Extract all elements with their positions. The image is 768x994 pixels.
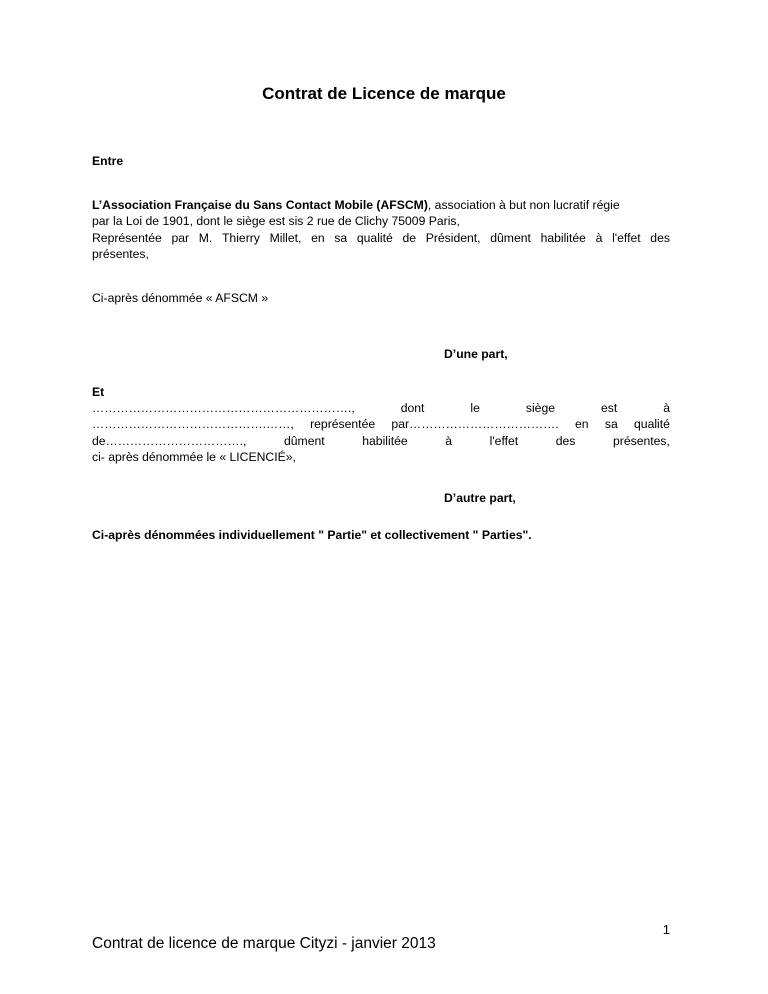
justified-word: Thierry xyxy=(221,230,260,245)
justified-word: sa xyxy=(334,230,348,245)
justified-word: des xyxy=(650,230,670,245)
justified-word: dûment xyxy=(284,433,325,448)
party1-line4: présentes, xyxy=(92,247,149,262)
parties-definition: Ci-après dénommées individuellement " Partie" et collectivement " Parties". xyxy=(92,528,532,542)
party2-line3 xyxy=(92,433,670,449)
justified-word: M. xyxy=(198,230,213,245)
page-number: 1 xyxy=(662,922,670,937)
justified-word: habilitée xyxy=(540,230,586,245)
justified-word: le xyxy=(470,401,480,415)
justified-word: des xyxy=(555,433,576,448)
first-part-label: D’une part, xyxy=(444,347,508,361)
justified-word: par………………………………. xyxy=(391,417,559,432)
justified-word: Président, xyxy=(425,230,481,245)
justified-word: qualité xyxy=(356,230,393,245)
justified-word: …………………………………….……, xyxy=(92,417,294,432)
party1-designation: Ci-après dénommée « AFSCM » xyxy=(92,291,269,305)
party2-line2 xyxy=(92,416,670,432)
party2-line4: ci- après dénommée le « LICENCIÉ», xyxy=(92,450,296,465)
party1-line3-text xyxy=(92,230,670,246)
justified-word: de……………………………., xyxy=(92,433,247,448)
justified-word: représentée xyxy=(310,417,376,432)
party1-block xyxy=(92,197,670,263)
party1-line1 xyxy=(92,197,670,213)
justified-word: présentes, xyxy=(613,433,670,448)
party1-line1-rest: , association à but non lucratif régie xyxy=(427,198,620,212)
justified-word: sa xyxy=(604,417,618,432)
justified-word: à xyxy=(445,433,453,448)
party2-block xyxy=(92,400,670,466)
party2-line1 xyxy=(92,400,670,416)
justified-word: qualité xyxy=(634,417,670,432)
document-title: Contrat de Licence de marque xyxy=(262,84,506,103)
between-label: Entre xyxy=(92,154,124,168)
justified-word: habilitée xyxy=(362,433,408,448)
justified-word: dûment xyxy=(490,230,531,245)
party1-line2: par la Loi de 1901, dont le siège est sis 2 rue de Clichy 75009 Paris, xyxy=(92,214,460,229)
justified-word: par xyxy=(171,230,190,245)
party1-name: L’Association Française du Sans Contact Mobile (AFSCM) xyxy=(92,198,428,212)
justified-word: de xyxy=(402,230,417,245)
justified-word: à xyxy=(663,401,670,415)
justified-word: siège xyxy=(525,401,555,415)
justified-word: ………………………………………………………., xyxy=(92,401,355,415)
justified-word: l'effet xyxy=(489,433,519,448)
justified-word: dont xyxy=(400,401,425,415)
justified-word: en xyxy=(574,417,589,432)
justified-word: Millet, xyxy=(269,230,302,245)
justified-word: à xyxy=(595,230,603,245)
justified-word: l'effet xyxy=(612,230,641,245)
footer-text: Contrat de licence de marque Cityzi - janvier 2013 xyxy=(92,935,436,952)
justified-word: Représentée xyxy=(92,230,162,245)
and-label: Et xyxy=(92,385,105,399)
justified-word: est xyxy=(600,401,618,415)
second-part-label: D’autre part, xyxy=(444,491,516,505)
party1-line3 xyxy=(92,230,670,246)
justified-word: en xyxy=(311,230,325,245)
